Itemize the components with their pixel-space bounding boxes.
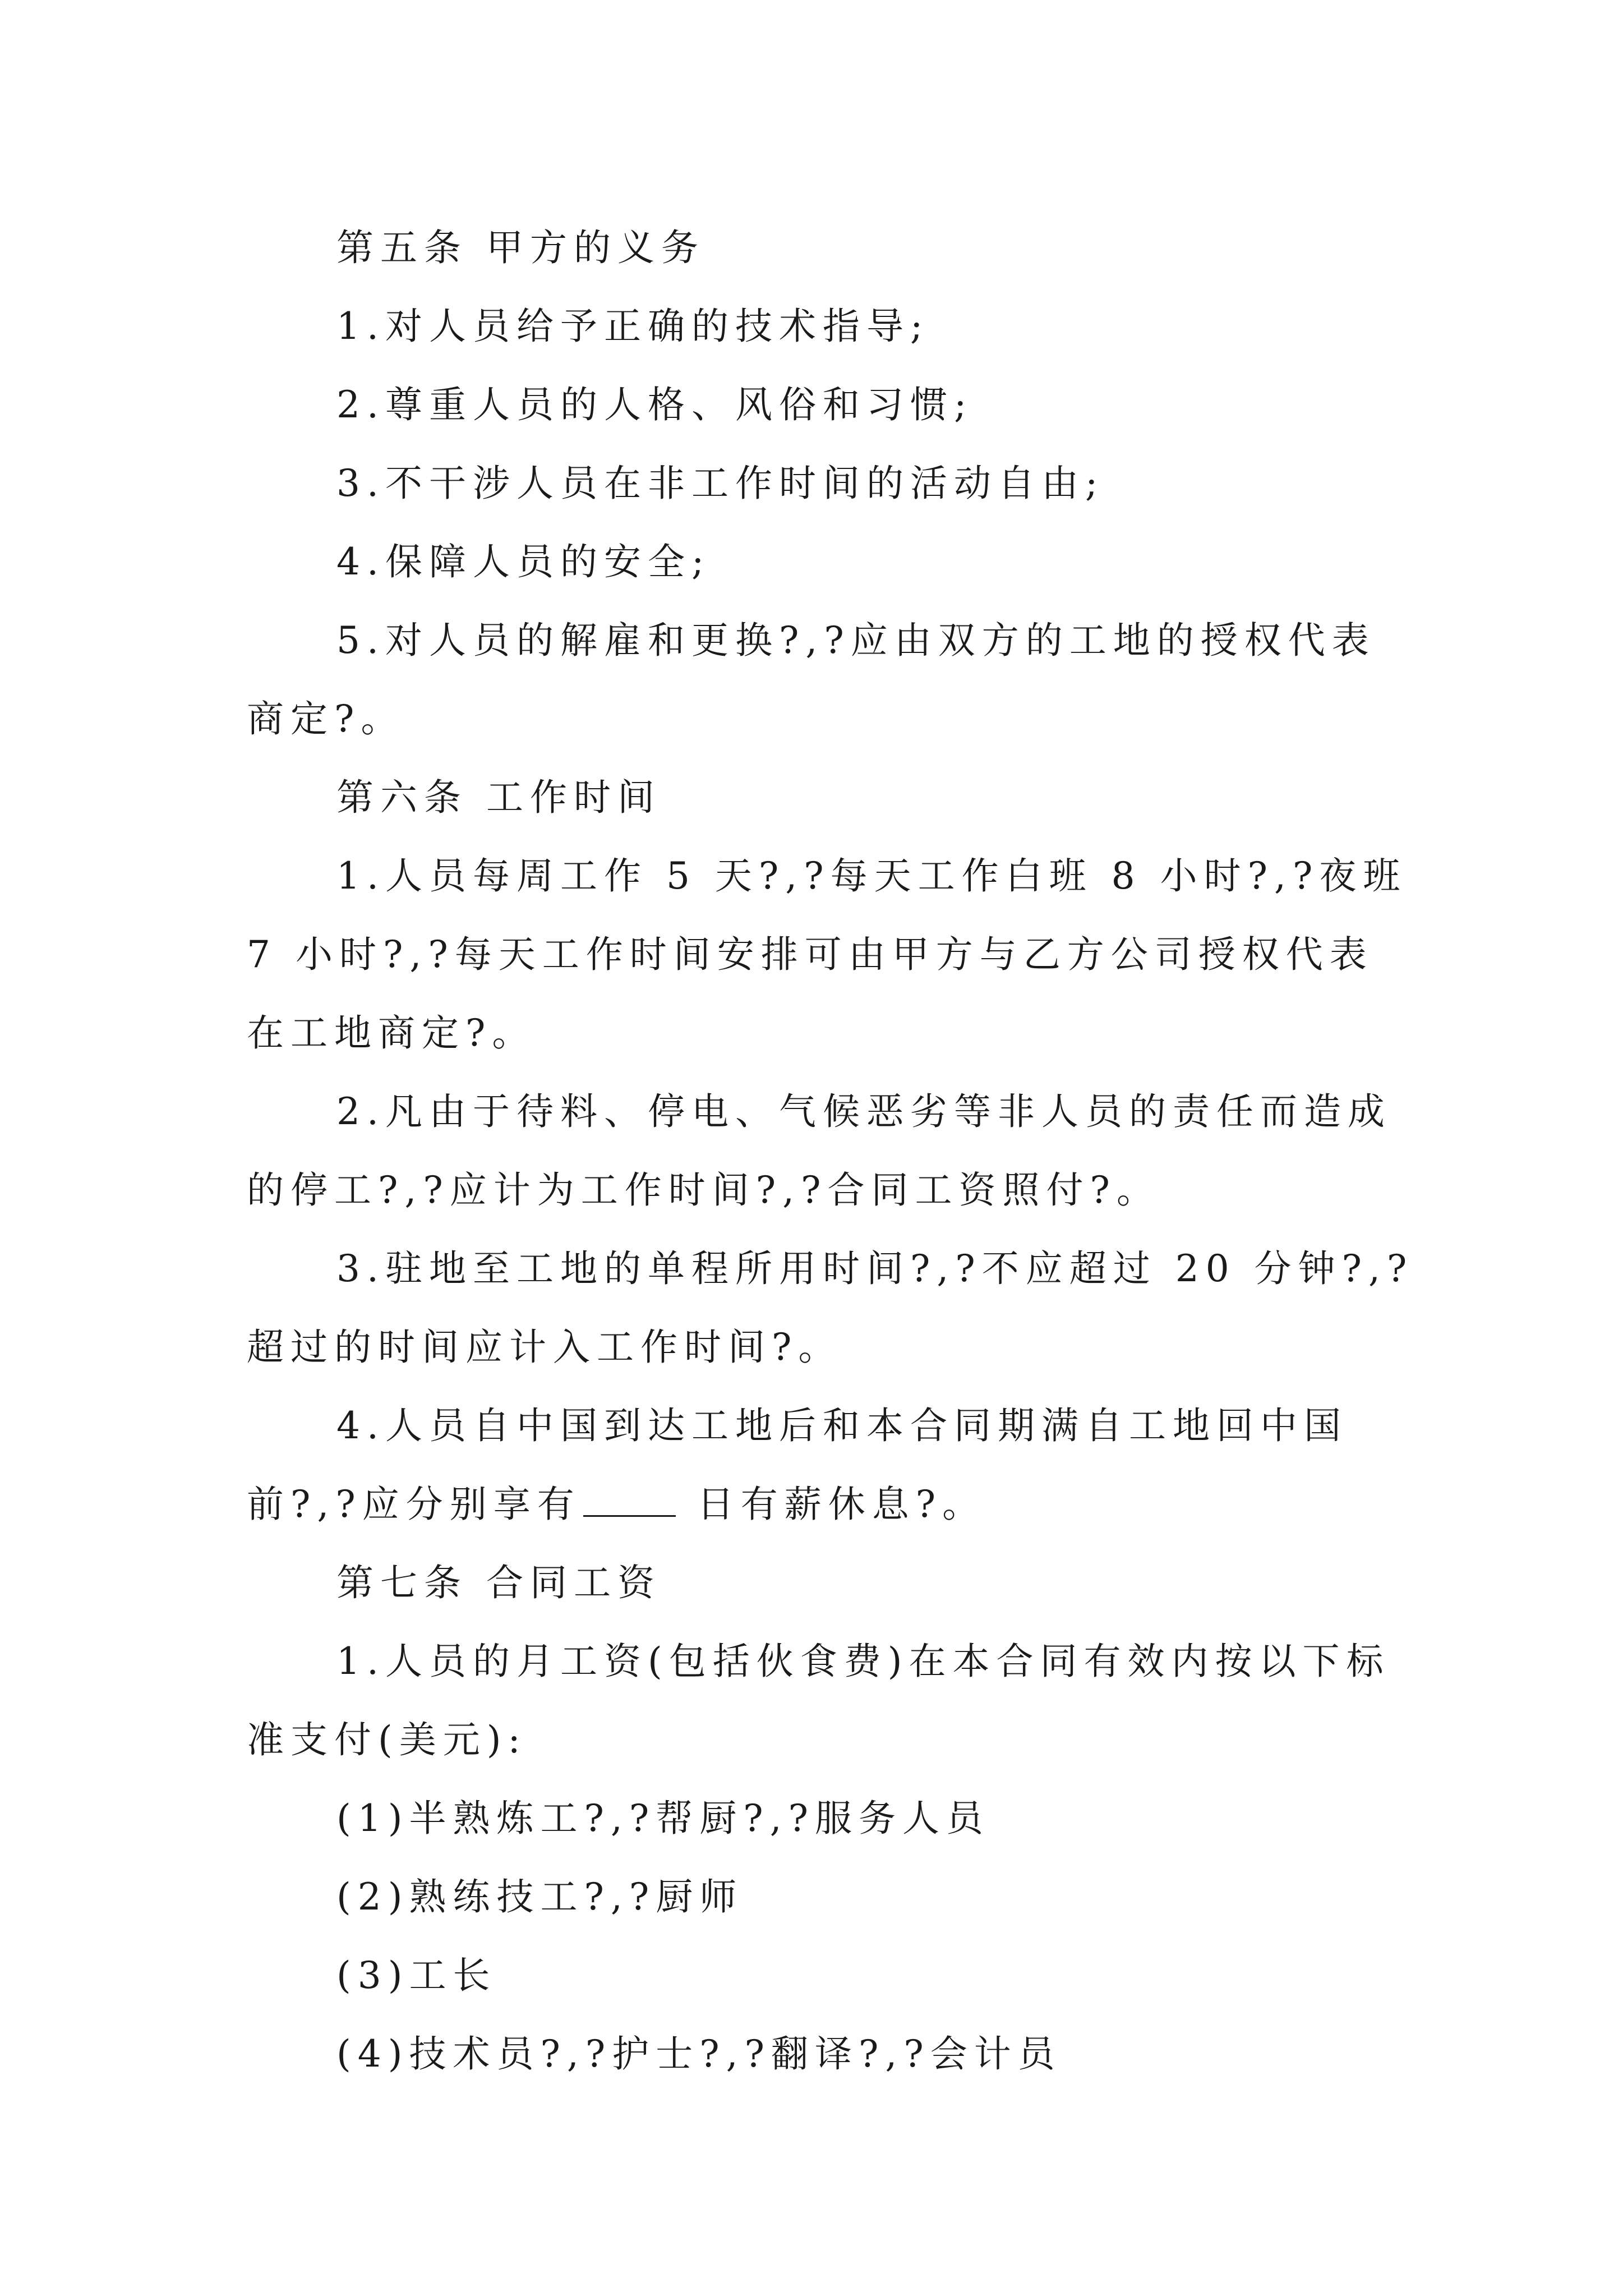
article5-item-3: 3.不干涉人员在非工作时间的活动自由; <box>336 462 1105 505</box>
article7-subitem-4: (4)技术员?,?护士?,?翻译?,?会计员 <box>336 2032 1062 2076</box>
article6-item-1-line1: 1.人员每周工作 5 天?,?每天工作白班 8 小时?,?夜班 <box>336 854 1407 898</box>
article7-subitem-3: (3)工长 <box>336 1954 497 1997</box>
article7-item-1-line2: 准支付(美元): <box>247 1718 527 1761</box>
article6-item-3-line1: 3.驻地至工地的单程所用时间?,?不应超过 20 分钟?,? <box>336 1247 1414 1290</box>
article5-item-5-line1: 5.对人员的解雇和更换?,?应由双方的工地的授权代表 <box>336 619 1376 662</box>
article5-item-2: 2.尊重人员的人格、风俗和习惯; <box>336 383 974 426</box>
article7-subitem-1: (1)半熟炼工?,?帮厨?,?服务人员 <box>336 1797 990 1840</box>
article5-heading: 第五条 甲方的义务 <box>336 226 705 269</box>
article6-item-4-line2-before: 前?,?应分别享有 <box>247 1483 581 1526</box>
article6-item-3-line2: 超过的时间应计入工作时间?。 <box>247 1326 842 1369</box>
article6-heading: 第六条 工作时间 <box>336 776 661 819</box>
article5-item-5-line2: 商定?。 <box>247 697 405 740</box>
article6-item-4-line2-after: 日有薪休息?。 <box>697 1483 986 1526</box>
article6-item-4-line1: 4.人员自中国到达工地后和本合同期满自工地回中国 <box>336 1404 1348 1447</box>
document-body <box>247 209 1414 2093</box>
article7-heading: 第七条 合同工资 <box>336 1561 661 1604</box>
article6-item-2-line1: 2.凡由于待料、停电、气候恶劣等非人员的责任而造成 <box>336 1090 1391 1133</box>
article6-item-4-line2 <box>247 1465 1385 1544</box>
article5-item-1: 1.对人员给予正确的技术指导; <box>336 305 930 348</box>
fill-in-blank <box>583 1493 676 1517</box>
article6-item-1-line3: 在工地商定?。 <box>247 1011 536 1055</box>
article6-item-1-line2: 7 小时?,?每天工作时间安排可由甲方与乙方公司授权代表 <box>247 933 1373 976</box>
article5-item-4: 4.保障人员的安全; <box>336 540 711 583</box>
article7-subitem-2: (2)熟练技工?,?厨师 <box>336 1875 744 1918</box>
article6-item-2-line2: 的停工?,?应计为工作时间?,?合同工资照付?。 <box>247 1168 1160 1212</box>
article7-item-1-line1: 1.人员的月工资(包括伙食费)在本合同有效内按以下标 <box>336 1640 1390 1683</box>
